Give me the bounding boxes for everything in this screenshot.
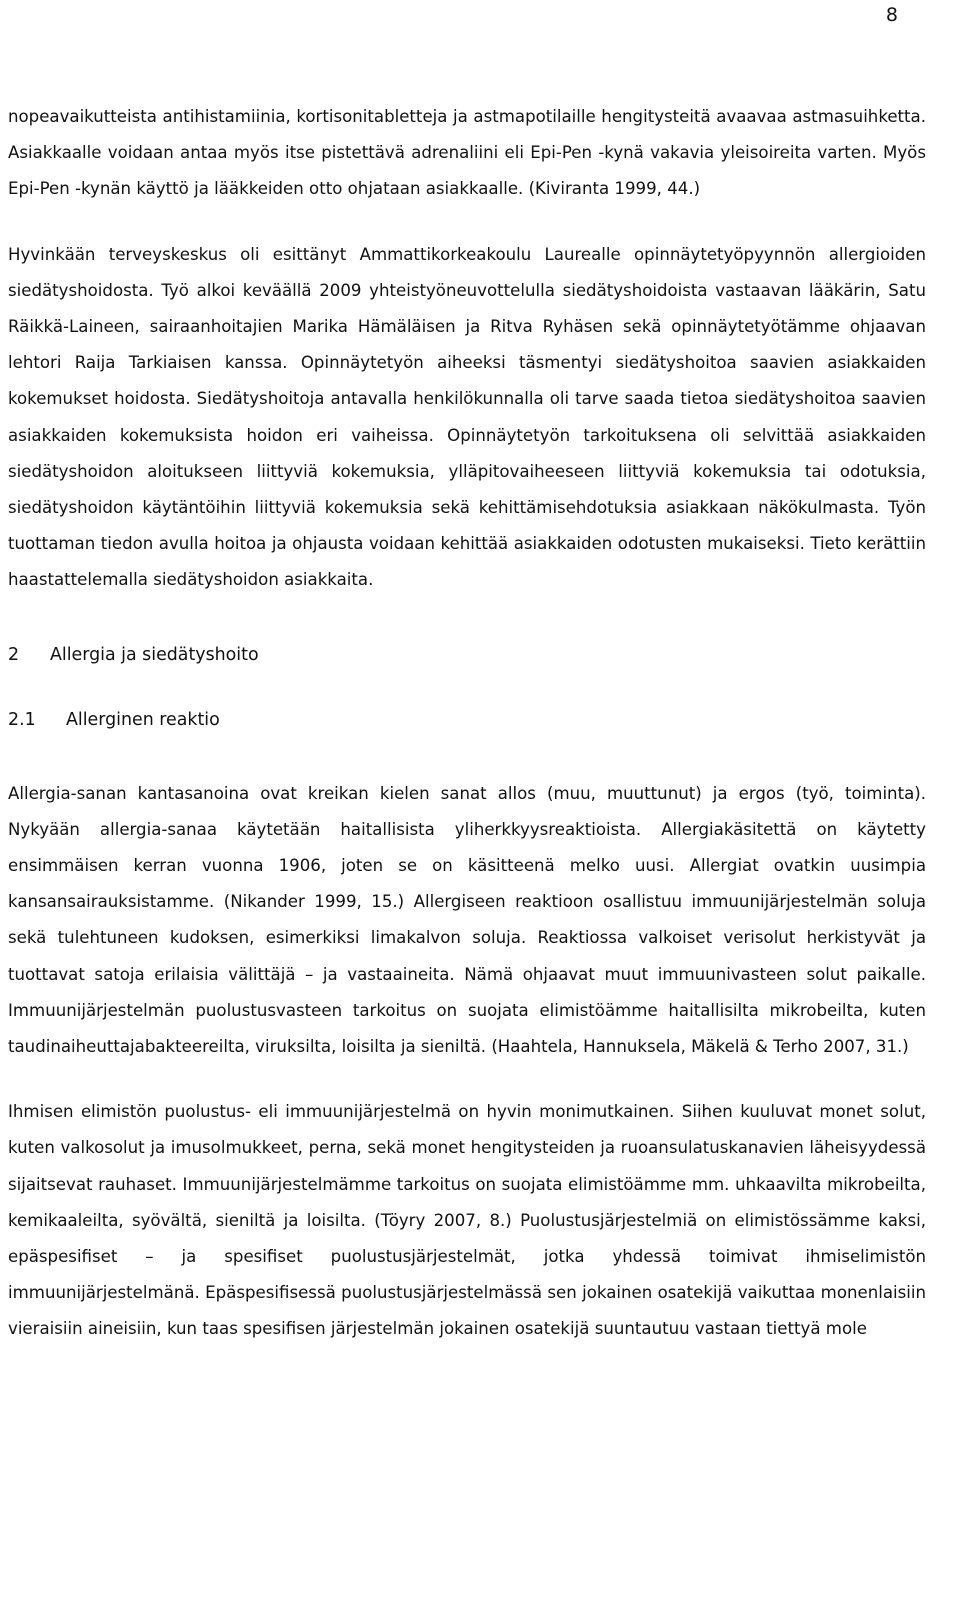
paragraph-immune-system: Ihmisen elimistön puolustus- eli immuunijärjestelmä on hyvin monimutkainen. Siihen kuuluvat monet solut, kuten valkosolut ja imusolmukkeet, perna, sekä monet hengitysteiden ja ruoansulatuskanavien läheisyydessä sijaitsevat rauhaset. Immuunijärjestelmämme tarkoitus on suojata elimistöämme mm. uhkaavilta mikrobeilta, kemikaaleilta, syövältä, sieniltä ja loisilta. (Töyry 2007, 8.) Puolustusjärjestelmiä on elimistössämme kaksi, epäspesifiset – ja spesifiset puolustusjärjestelmät, jotka yhdessä toimivat ihmiselimistön immuunijärjestelmänä. Epäspesifisessä puolustusjärjestelmässä sen jokainen osatekijä vaikuttaa monenlaisiin vieraisiin aineisiin, kun taas spesifisen järjestelmän jokainen osatekijä suuntautuu vastaan tiettyä mole xyxy=(8,1102,926,1339)
paragraph-thesis-background: Hyvinkään terveyskeskus oli esittänyt Ammattikorkeakoulu Laurealle opinnäytetyöpyynnön allergioiden siedätyshoidosta. Työ alkoi keväällä 2009 yhteistyöneuvottelulla siedätyshoidoista vastaavan lääkärin, Satu Räikkä-Laineen, sairaanhoitajien Marika Hämäläisen ja Ritva Ryhäsen sekä opinnäytetyötämme ohjaavan lehtori Raija Tarkiaisen kanssa. Opinnäytetyön aiheeksi täsmentyi siedätyshoitoa saavien asiakkaiden kokemukset hoidosta. Siedätyshoitoja antavalla henkilökunnalla oli tarve saada tietoa siedätyshoitoa saavien asiakkaiden kokemuksista hoidon eri vaiheissa. Opinnäytetyön tarkoituksena oli selvittää asiakkaiden siedätyshoidon aloitukseen liittyviä kokemuksia, ylläpitovaiheeseen liittyviä kokemuksia tai odotuksia, siedätyshoidon käytäntöihin liittyviä kokemuksia sekä kehittämisehdotuksia asiakkaan näkökulmasta. Työn tuottaman tiedon avulla hoitoa ja ohjausta voidaan kehittää asiakkaiden odotusten mukaiseksi. Tieto kerättiin haastattelemalla siedätyshoidon asiakkaita. xyxy=(8,244,926,590)
paragraph-intro-continued: nopeavaikutteista antihistamiinia, kortisonitabletteja ja astmapotilaille hengitysteitä avaavaa astmasuihketta. Asiakkaalle voidaan antaa myös itse pistettävä adrenaliini eli Epi-Pen -kynä vakavia yleisoireita varten. Myös Epi-Pen -kynän käyttö ja lääkkeiden otto ohjataan asiakkaalle. (Kiviranta 1999, 44.) xyxy=(8,107,926,199)
page-number: 8 xyxy=(885,4,898,26)
section-number: 2 xyxy=(8,644,20,665)
paragraph-allergy-definition: Allergia-sanan kantasanoina ovat kreikan kielen sanat allos (muu, muuttunut) ja ergos (työ, toiminta). Nykyään allergia-sanaa käytetään haitallisista yliherkkyysreaktioista. Allergiakäsitettä on käytetty ensimmäisen kerran vuonna 1906, joten se on käsitteenä melko uusi. Allergiat ovatkin uusimpia kansansairauksistamme. (Nikander 1999, 15.) Allergiseen reaktioon osallistuu immuunijärjestelmän soluja sekä tulehtuneen kudoksen, esimerkiksi limakalvon soluja. Reaktiossa valkoiset verisolut herkistyvät ja tuottavat satoja erilaisia välittäjä – ja vastaaineita. Nämä ohjaavat muut immuunivasteen solut paikalle. Immuunijärjestelmän puolustusvasteen tarkoitus on suojata elimistöämme haitallisilta mikrobeilta, kuten taudinaiheuttajabakteereilta, viruksilta, loisilta ja sieniltä. (Haahtela, Hannuksela, Mäkelä & Terho 2007, 31.) xyxy=(8,783,926,1057)
section-heading xyxy=(8,637,926,673)
subsection-title: Allerginen reaktio xyxy=(66,709,220,730)
section-title: Allergia ja siedätyshoito xyxy=(50,644,259,665)
document-body xyxy=(8,99,926,1348)
subsection-number: 2.1 xyxy=(8,709,36,730)
subsection-heading xyxy=(8,702,926,738)
